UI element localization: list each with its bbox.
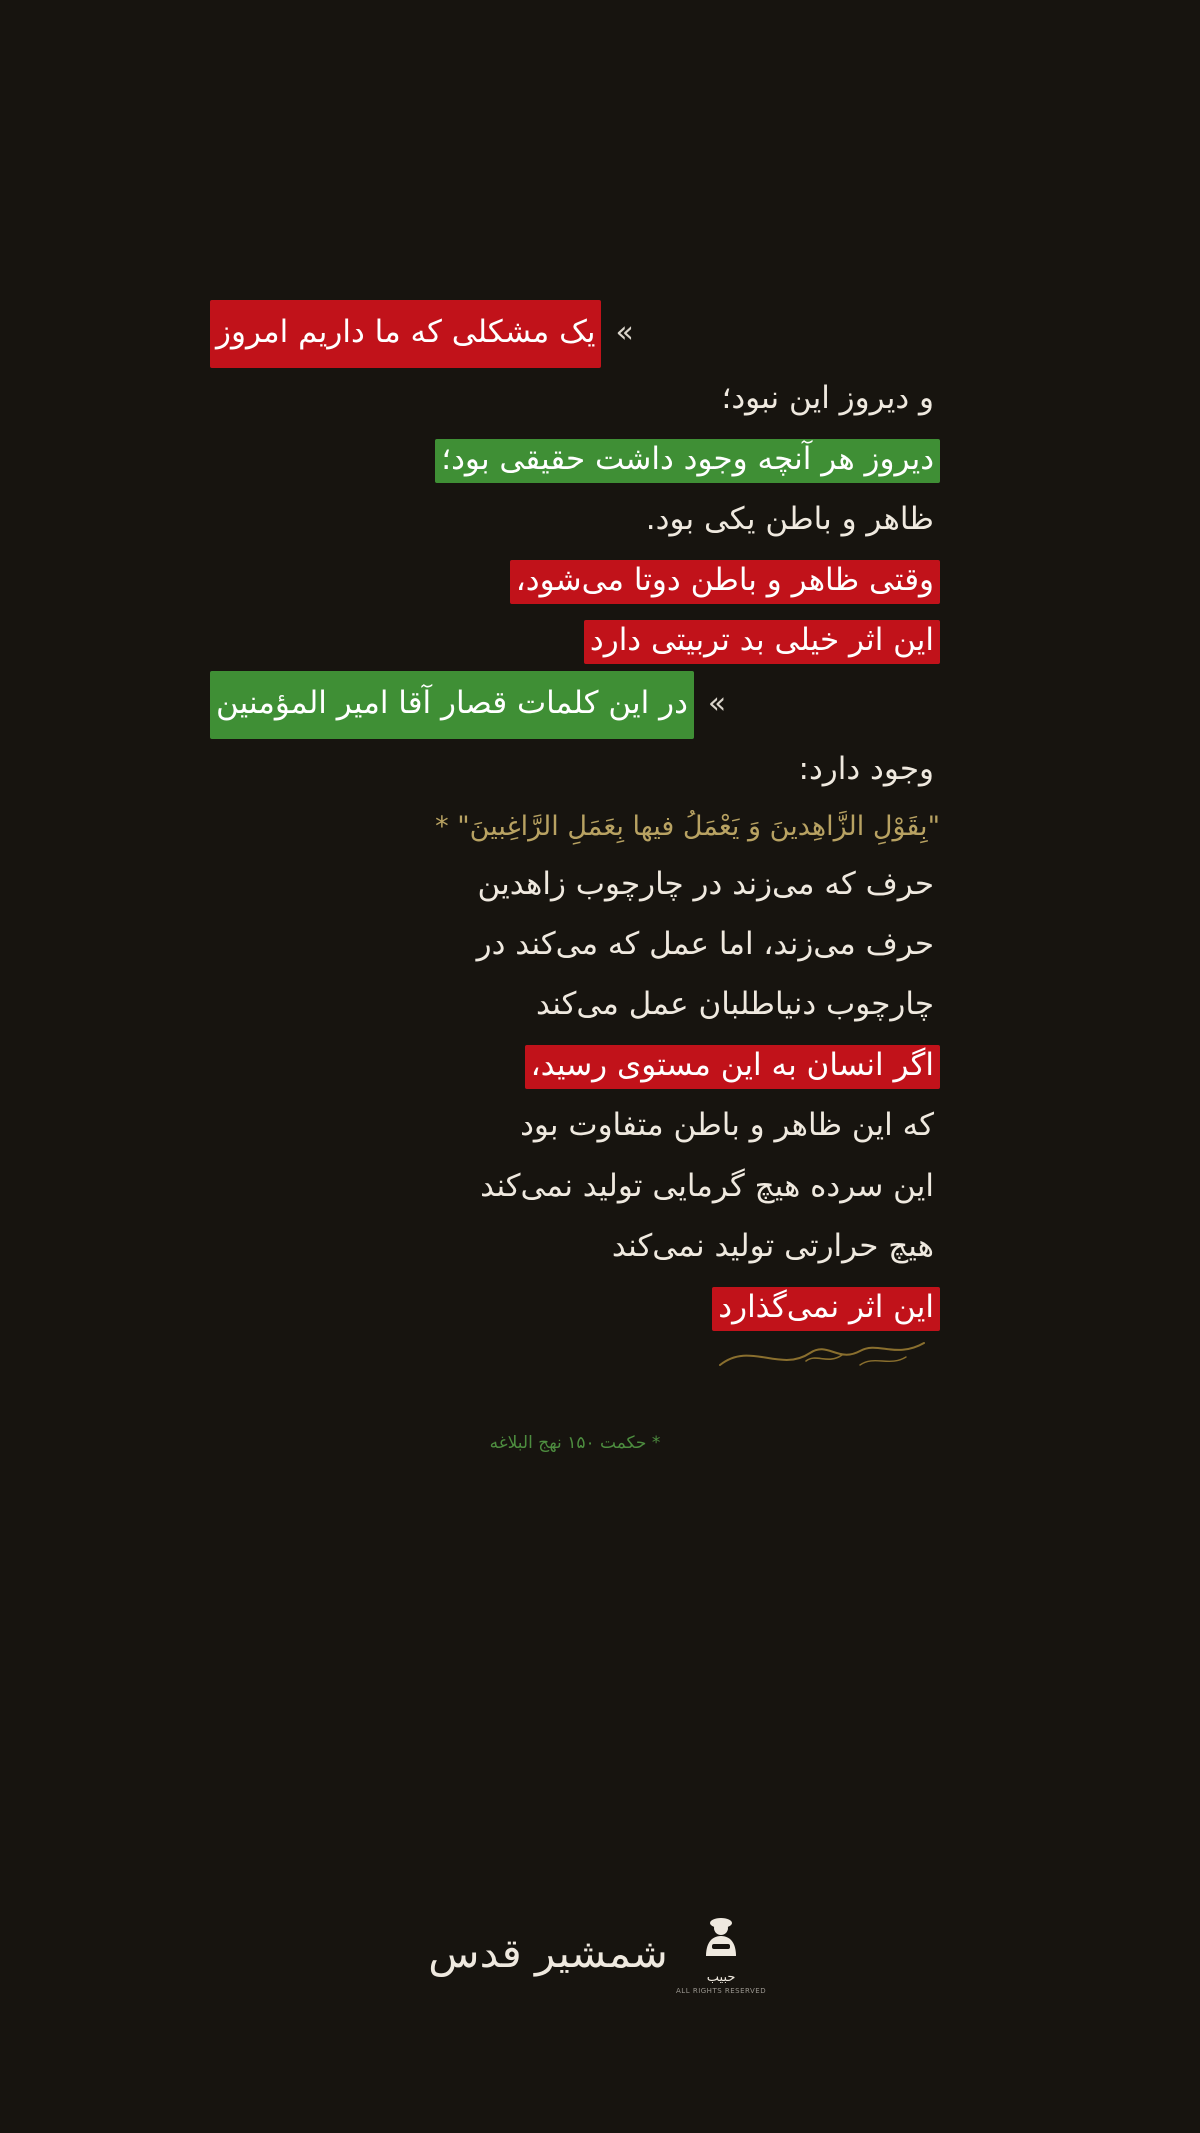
quote-line — [210, 1216, 940, 1276]
footer-branding — [0, 1912, 1200, 1995]
quote-mark-icon: » — [615, 315, 635, 350]
quote-line-text: در این کلمات قصار آقا امیر المؤمنین — [210, 671, 694, 739]
quote-line-text: وجود دارد: — [798, 751, 934, 788]
quote-line-text: ظاهر و باطن یکی بود. — [645, 501, 934, 538]
quote-mark-icon: » — [707, 685, 727, 721]
source-note: * حکمت ۱۵۰ نهج البلاغه — [489, 1433, 661, 1453]
soldier-logo-icon — [676, 1912, 766, 1995]
quote-line — [210, 1035, 940, 1095]
brand-wordmark: شمشیر قدس — [428, 1930, 668, 1977]
quote-line — [210, 429, 940, 489]
quote-line-text: هیچ حرارتی تولید نمی‌کند — [611, 1228, 934, 1265]
quote-line — [210, 739, 940, 799]
signature-icon — [710, 1331, 940, 1377]
quote-line-text: وقتی ظاهر و باطن دوتا می‌شود، — [510, 560, 940, 604]
quote-line-text: حرف که می‌زند در چارچوب زاهدین — [477, 865, 934, 902]
quote-line — [210, 1095, 940, 1155]
quote-line — [210, 1277, 940, 1337]
quote-line-text: این اثر نمی‌گذارد — [712, 1287, 940, 1331]
quote-line-text: و دیروز این نبود؛ — [721, 380, 934, 417]
quote-line — [210, 671, 940, 739]
quote-line — [210, 854, 940, 914]
soldier-figure-icon — [697, 1912, 745, 1968]
quote-line-text: این اثر خیلی بد تربیتی دارد — [584, 620, 940, 664]
quote-line — [210, 300, 940, 368]
quote-line-text: اگر انسان به این مستوی رسید، — [525, 1045, 940, 1089]
signature — [210, 1331, 940, 1377]
quote-line-text: حرف می‌زند، اما عمل که می‌کند در — [476, 925, 934, 962]
quote-line-text: که این ظاهر و باطن متفاوت بود — [520, 1107, 934, 1144]
quote-line-text: دیروز هر آنچه وجود داشت حقیقی بود؛ — [435, 439, 940, 483]
quote-line-text: چارچوب دنیاطلبان عمل می‌کند — [536, 986, 934, 1023]
logo-label: حبیب — [706, 1970, 736, 1985]
logo-subtext: ALL RIGHTS RESERVED — [676, 1987, 767, 1995]
quote-line — [210, 489, 940, 549]
quote-line-text: یک مشکلی که ما داریم امروز — [210, 300, 601, 368]
quote-line — [210, 368, 940, 428]
quote-line — [210, 610, 940, 670]
quote-line — [210, 1156, 940, 1216]
quote-line — [210, 974, 940, 1034]
arabic-quote: "بِقَوْلِ الزَّاهِدينَ وَ يَعْمَلُ فيها بِعَمَلِ الرَّاغِبينَ" * — [435, 810, 940, 842]
quote-line — [210, 914, 940, 974]
quote-content — [0, 300, 1200, 1453]
quote-line-text: این سرده هیچ گرمایی تولید نمی‌کند — [480, 1167, 934, 1204]
quote-line — [210, 550, 940, 610]
